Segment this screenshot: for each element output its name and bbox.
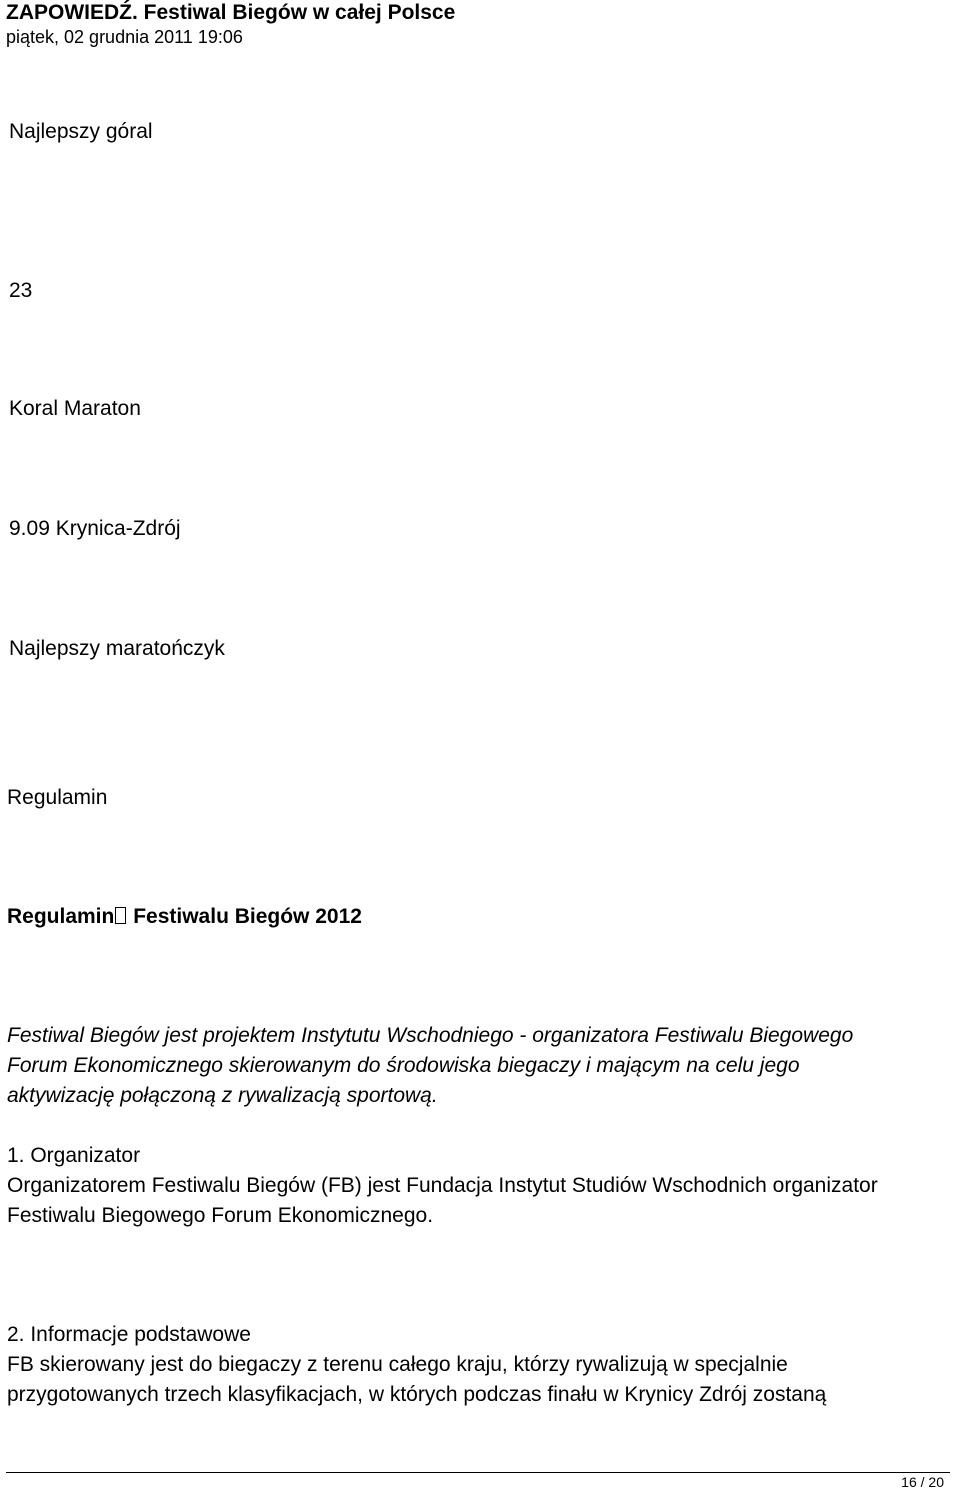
text-najlepszy-maratonczyk: Najlepszy maratończyk bbox=[9, 637, 225, 660]
section-line: Festiwalu Biegowego Forum Ekonomicznego. bbox=[7, 1204, 434, 1227]
page-number: 16 / 20 bbox=[901, 1474, 944, 1490]
regulamin-heading-part2: Festiwalu Biegów 2012 bbox=[133, 905, 362, 928]
section-line: FB skierowany jest do biegaczy z terenu całego kraju, którzy rywalizują w specjalnie bbox=[7, 1353, 788, 1376]
publish-date: piątek, 02 grudnia 2011 19:06 bbox=[6, 27, 243, 47]
intro-line: aktywizację połączoną z rywalizacją sportową. bbox=[7, 1084, 438, 1107]
text-regulamin: Regulamin bbox=[7, 786, 108, 809]
footer-divider bbox=[6, 1472, 950, 1473]
document-title: ZAPOWIEDŹ. Festiwal Biegów w całej Polsce bbox=[6, 1, 456, 24]
regulamin-heading bbox=[7, 904, 362, 930]
text-koral-maraton: Koral Maraton bbox=[9, 397, 141, 420]
text-najlepszy-goral: Najlepszy góral bbox=[9, 120, 153, 143]
section-line: Organizatorem Festiwalu Biegów (FB) jest Fundacja Instytut Studiów Wschodnich organizator bbox=[7, 1174, 878, 1197]
section-line: przygotowanych trzech klasyfikacjach, w których podczas finału w Krynicy Zdrój zostaną bbox=[7, 1383, 827, 1406]
intro-line: Festiwal Biegów jest projektem Instytutu Wschodniego - organizatora Festiwalu Biegowego bbox=[7, 1024, 854, 1047]
missing-glyph-icon bbox=[115, 907, 126, 924]
section-heading: 1. Organizator bbox=[7, 1144, 141, 1167]
intro-line: Forum Ekonomicznego skierowanym do środowiska biegaczy i mającym na celu jego bbox=[7, 1054, 800, 1077]
text-krynica: 9.09 Krynica-Zdrój bbox=[9, 517, 181, 540]
text-number: 23 bbox=[9, 279, 33, 302]
regulamin-heading-part1: Regulamin bbox=[7, 905, 115, 928]
section-heading: 2. Informacje podstawowe bbox=[7, 1323, 251, 1346]
section-informacje bbox=[7, 1320, 947, 1410]
section-organizator bbox=[7, 1141, 947, 1231]
intro-paragraph bbox=[7, 1021, 947, 1111]
